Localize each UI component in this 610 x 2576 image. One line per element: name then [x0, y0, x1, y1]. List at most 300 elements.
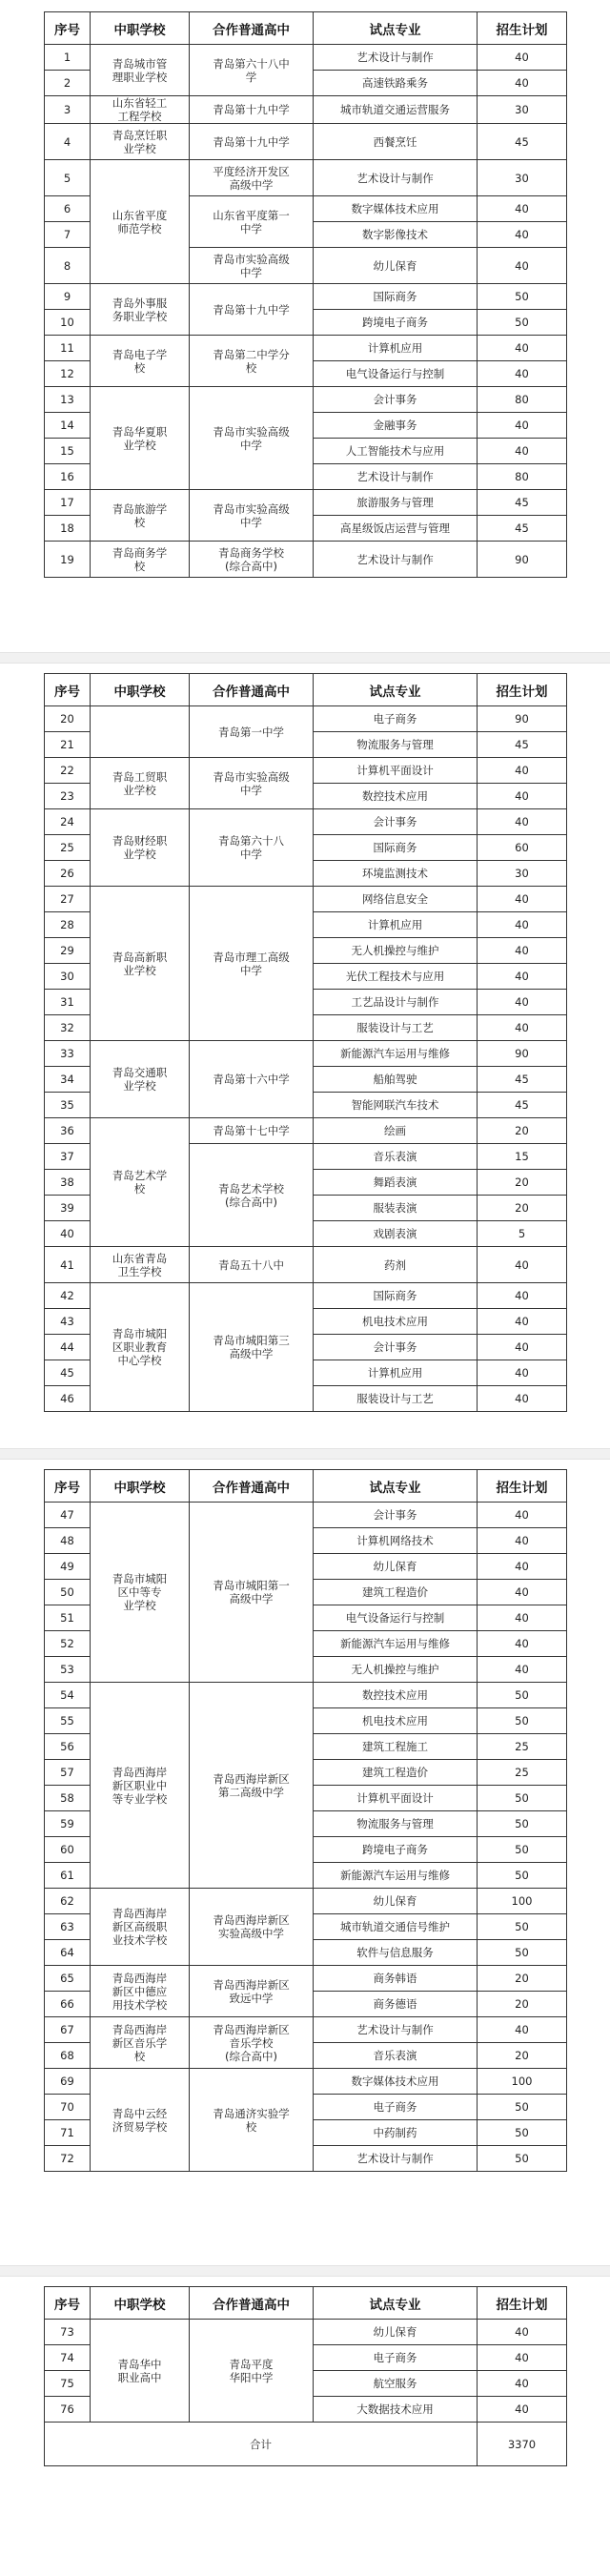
table-row	[45, 1503, 567, 1528]
enrollment-quota: 40	[478, 1283, 567, 1309]
pilot-major: 商务韩语	[314, 1966, 478, 1992]
pilot-major: 计算机平面设计	[314, 1786, 478, 1811]
row-number: 62	[45, 1889, 91, 1914]
row-number: 55	[45, 1708, 91, 1734]
table-row	[45, 1283, 567, 1309]
enrollment-quota: 40	[478, 413, 567, 439]
pilot-major: 数控技术应用	[314, 1683, 478, 1708]
pilot-major: 商务德语	[314, 1992, 478, 2017]
enrollment-quota: 40	[478, 1528, 567, 1554]
total-row	[45, 2423, 567, 2466]
pilot-major: 戏剧表演	[314, 1221, 478, 1247]
enrollment-quota: 40	[478, 2397, 567, 2423]
enrollment-quota: 40	[478, 990, 567, 1015]
total-value: 3370	[478, 2423, 567, 2466]
enrollment-quota: 20	[478, 1170, 567, 1196]
enrollment-quota: 20	[478, 2043, 567, 2069]
row-number: 66	[45, 1992, 91, 2017]
header-quota: 招生计划	[478, 2287, 567, 2320]
pilot-major: 物流服务与管理	[314, 732, 478, 758]
pilot-major: 国际商务	[314, 1283, 478, 1309]
row-number: 32	[45, 1015, 91, 1041]
row-number: 65	[45, 1966, 91, 1992]
enrollment-quota: 90	[478, 542, 567, 578]
enrollment-quota: 40	[478, 1503, 567, 1528]
row-number: 22	[45, 758, 91, 784]
pilot-major: 环境监测技术	[314, 861, 478, 887]
school-name: 青岛烹饪职 业学校	[91, 124, 190, 160]
enrollment-quota: 30	[478, 861, 567, 887]
row-number: 68	[45, 2043, 91, 2069]
pilot-major: 绘画	[314, 1118, 478, 1144]
partner-school: 青岛市城阳第一 高级中学	[190, 1503, 314, 1683]
pilot-major: 会计事务	[314, 809, 478, 835]
row-number: 61	[45, 1863, 91, 1889]
pilot-major: 艺术设计与制作	[314, 542, 478, 578]
table-row	[45, 1041, 567, 1067]
row-number: 9	[45, 284, 91, 310]
pilot-major: 艺术设计与制作	[314, 2017, 478, 2043]
header-major: 试点专业	[314, 2287, 478, 2320]
enrollment-quota: 20	[478, 1992, 567, 2017]
pilot-major: 旅游服务与管理	[314, 490, 478, 516]
pilot-major: 工艺品设计与制作	[314, 990, 478, 1015]
enrollment-table	[44, 2286, 567, 2466]
partner-school: 青岛西海岸新区 第二高级中学	[190, 1683, 314, 1889]
row-number: 21	[45, 732, 91, 758]
pilot-major: 智能网联汽车技术	[314, 1093, 478, 1118]
enrollment-quota: 90	[478, 706, 567, 732]
enrollment-quota: 40	[478, 2320, 567, 2345]
enrollment-quota: 40	[478, 964, 567, 990]
pilot-major: 数控技术应用	[314, 784, 478, 809]
pilot-major: 无人机操控与维护	[314, 938, 478, 964]
row-number: 43	[45, 1309, 91, 1335]
enrollment-quota: 45	[478, 124, 567, 160]
enrollment-quota: 40	[478, 2371, 567, 2397]
header-quota: 招生计划	[478, 674, 567, 706]
school-name: 青岛高新职 业学校	[91, 887, 190, 1041]
pilot-major: 药剂	[314, 1247, 478, 1283]
row-number: 19	[45, 542, 91, 578]
school-name: 青岛华中 职业高中	[91, 2320, 190, 2423]
table-row	[45, 2069, 567, 2095]
table-row	[45, 542, 567, 578]
partner-school: 青岛第六十八 中学	[190, 809, 314, 887]
school-name: 青岛西海岸 新区中德应 用技术学校	[91, 1966, 190, 2017]
enrollment-quota: 40	[478, 1631, 567, 1657]
pilot-major: 艺术设计与制作	[314, 160, 478, 196]
table-row	[45, 387, 567, 413]
enrollment-table	[44, 11, 567, 578]
header-quota: 招生计划	[478, 12, 567, 45]
row-number: 29	[45, 938, 91, 964]
partner-school: 山东省平度第一 中学	[190, 196, 314, 248]
school-name: 青岛市城阳 区职业教育 中心学校	[91, 1283, 190, 1412]
row-number: 56	[45, 1734, 91, 1760]
partner-school: 青岛商务学校 (综合高中)	[190, 542, 314, 578]
school-name: 青岛旅游学 校	[91, 490, 190, 542]
pilot-major: 无人机操控与维护	[314, 1657, 478, 1683]
enrollment-quota: 45	[478, 516, 567, 542]
enrollment-quota: 45	[478, 1067, 567, 1093]
enrollment-quota: 50	[478, 1708, 567, 1734]
enrollment-quota: 40	[478, 1554, 567, 1580]
enrollment-quota: 40	[478, 2345, 567, 2371]
enrollment-quota: 40	[478, 71, 567, 96]
pilot-major: 机电技术应用	[314, 1708, 478, 1734]
pilot-major: 服装设计与工艺	[314, 1386, 478, 1412]
school-name: 山东省轻工 工程学校	[91, 96, 190, 124]
row-number: 73	[45, 2320, 91, 2345]
school-name: 青岛西海岸 新区职业中 等专业学校	[91, 1683, 190, 1889]
row-number: 20	[45, 706, 91, 732]
row-number: 53	[45, 1657, 91, 1683]
enrollment-quota: 50	[478, 1940, 567, 1966]
row-number: 63	[45, 1914, 91, 1940]
pilot-major: 大数据技术应用	[314, 2397, 478, 2423]
pilot-major: 新能源汽车运用与维修	[314, 1863, 478, 1889]
school-name: 青岛交通职 业学校	[91, 1041, 190, 1118]
table-block-1	[44, 11, 566, 578]
pilot-major: 计算机平面设计	[314, 758, 478, 784]
enrollment-quota: 50	[478, 2146, 567, 2172]
row-number: 8	[45, 248, 91, 284]
table-row	[45, 706, 567, 732]
enrollment-quota: 40	[478, 361, 567, 387]
enrollment-quota: 90	[478, 1041, 567, 1067]
school-name: 青岛西海岸 新区音乐学 校	[91, 2017, 190, 2069]
enrollment-quota: 40	[478, 196, 567, 222]
enrollment-quota: 45	[478, 1093, 567, 1118]
partner-school: 青岛第十六中学	[190, 1041, 314, 1118]
pilot-major: 建筑工程造价	[314, 1580, 478, 1605]
enrollment-quota: 45	[478, 732, 567, 758]
enrollment-quota: 40	[478, 887, 567, 912]
row-number: 27	[45, 887, 91, 912]
pilot-major: 幼儿保育	[314, 248, 478, 284]
partner-school: 青岛通济实验学 校	[190, 2069, 314, 2172]
enrollment-quota: 20	[478, 1118, 567, 1144]
pilot-major: 艺术设计与制作	[314, 45, 478, 71]
row-number: 76	[45, 2397, 91, 2423]
row-number: 72	[45, 2146, 91, 2172]
pilot-major: 高速铁路乘务	[314, 71, 478, 96]
row-number: 37	[45, 1144, 91, 1170]
pilot-major: 音乐表演	[314, 1144, 478, 1170]
page-separator	[0, 652, 610, 664]
pilot-major: 电子商务	[314, 2095, 478, 2120]
pilot-major: 新能源汽车运用与维修	[314, 1631, 478, 1657]
row-number: 16	[45, 464, 91, 490]
enrollment-quota: 50	[478, 2095, 567, 2120]
enrollment-quota: 20	[478, 1966, 567, 1992]
school-name	[91, 706, 190, 758]
total-label: 合计	[45, 2423, 478, 2466]
pilot-major: 人工智能技术与应用	[314, 439, 478, 464]
partner-school: 青岛第二中学分 校	[190, 336, 314, 387]
pilot-major: 光伏工程技术与应用	[314, 964, 478, 990]
table-row	[45, 2017, 567, 2043]
row-number: 25	[45, 835, 91, 861]
table-row	[45, 490, 567, 516]
partner-school: 青岛第十九中学	[190, 124, 314, 160]
enrollment-quota: 15	[478, 1144, 567, 1170]
enrollment-quota: 40	[478, 938, 567, 964]
row-number: 38	[45, 1170, 91, 1196]
partner-school: 青岛艺术学校 (综合高中)	[190, 1144, 314, 1247]
row-number: 1	[45, 45, 91, 71]
school-name: 青岛工贸职 业学校	[91, 758, 190, 809]
row-number: 34	[45, 1067, 91, 1093]
row-number: 59	[45, 1811, 91, 1837]
pilot-major: 计算机应用	[314, 1360, 478, 1386]
enrollment-quota: 40	[478, 248, 567, 284]
enrollment-quota: 40	[478, 222, 567, 248]
header-no: 序号	[45, 1470, 91, 1503]
enrollment-quota: 50	[478, 1786, 567, 1811]
enrollment-quota: 40	[478, 1015, 567, 1041]
row-number: 52	[45, 1631, 91, 1657]
header-no: 序号	[45, 2287, 91, 2320]
enrollment-quota: 40	[478, 45, 567, 71]
partner-school: 青岛五十八中	[190, 1247, 314, 1283]
pilot-major: 音乐表演	[314, 2043, 478, 2069]
enrollment-quota: 25	[478, 1734, 567, 1760]
enrollment-quota: 20	[478, 1196, 567, 1221]
row-number: 67	[45, 2017, 91, 2043]
pilot-major: 电子商务	[314, 2345, 478, 2371]
row-number: 17	[45, 490, 91, 516]
enrollment-quota: 40	[478, 758, 567, 784]
pilot-major: 会计事务	[314, 1335, 478, 1360]
enrollment-quota: 80	[478, 464, 567, 490]
header-no: 序号	[45, 12, 91, 45]
pilot-major: 计算机网络技术	[314, 1528, 478, 1554]
pilot-major: 船舶驾驶	[314, 1067, 478, 1093]
partner-school: 青岛第十九中学	[190, 284, 314, 336]
table-row	[45, 160, 567, 196]
row-number: 70	[45, 2095, 91, 2120]
enrollment-quota: 40	[478, 1386, 567, 1412]
pilot-major: 中药制药	[314, 2120, 478, 2146]
header-major: 试点专业	[314, 12, 478, 45]
enrollment-quota: 40	[478, 336, 567, 361]
partner-school: 青岛第一中学	[190, 706, 314, 758]
header-partner: 合作普通高中	[190, 2287, 314, 2320]
enrollment-quota: 40	[478, 1657, 567, 1683]
partner-school: 青岛市实验高级 中学	[190, 490, 314, 542]
partner-school: 青岛第十七中学	[190, 1118, 314, 1144]
row-number: 57	[45, 1760, 91, 1786]
table-block-3	[44, 1469, 566, 2172]
row-number: 41	[45, 1247, 91, 1283]
header-partner: 合作普通高中	[190, 1470, 314, 1503]
row-number: 30	[45, 964, 91, 990]
pilot-major: 数字影像技术	[314, 222, 478, 248]
school-name: 青岛城市管 理职业学校	[91, 45, 190, 96]
school-name: 山东省青岛 卫生学校	[91, 1247, 190, 1283]
table-row	[45, 1118, 567, 1144]
partner-school: 青岛第十九中学	[190, 96, 314, 124]
pilot-major: 电气设备运行与控制	[314, 361, 478, 387]
header-no: 序号	[45, 674, 91, 706]
partner-school: 青岛西海岸新区 音乐学校 (综合高中)	[190, 2017, 314, 2069]
table-row	[45, 336, 567, 361]
enrollment-quota: 50	[478, 2120, 567, 2146]
row-number: 3	[45, 96, 91, 124]
school-name: 青岛财经职 业学校	[91, 809, 190, 887]
pilot-major: 会计事务	[314, 1503, 478, 1528]
header-school: 中职学校	[91, 2287, 190, 2320]
enrollment-quota: 45	[478, 490, 567, 516]
row-number: 71	[45, 2120, 91, 2146]
row-number: 24	[45, 809, 91, 835]
row-number: 7	[45, 222, 91, 248]
school-name: 青岛商务学 校	[91, 542, 190, 578]
table-row	[45, 96, 567, 124]
row-number: 4	[45, 124, 91, 160]
page-separator	[0, 1448, 610, 1460]
school-name: 青岛中云经 济贸易学校	[91, 2069, 190, 2172]
partner-school: 青岛西海岸新区 致远中学	[190, 1966, 314, 2017]
row-number: 47	[45, 1503, 91, 1528]
enrollment-table	[44, 673, 567, 1412]
row-number: 13	[45, 387, 91, 413]
pilot-major: 软件与信息服务	[314, 1940, 478, 1966]
row-number: 42	[45, 1283, 91, 1309]
row-number: 2	[45, 71, 91, 96]
enrollment-quota: 50	[478, 1914, 567, 1940]
row-number: 10	[45, 310, 91, 336]
row-number: 60	[45, 1837, 91, 1863]
enrollment-quota: 40	[478, 1309, 567, 1335]
header-quota: 招生计划	[478, 1470, 567, 1503]
pilot-major: 艺术设计与制作	[314, 2146, 478, 2172]
enrollment-quota: 60	[478, 835, 567, 861]
pilot-major: 跨境电子商务	[314, 1837, 478, 1863]
partner-school: 青岛西海岸新区 实验高级中学	[190, 1889, 314, 1966]
table-row	[45, 758, 567, 784]
enrollment-quota: 30	[478, 96, 567, 124]
row-number: 51	[45, 1605, 91, 1631]
enrollment-quota: 40	[478, 784, 567, 809]
enrollment-quota: 50	[478, 1811, 567, 1837]
pilot-major: 高星级饭店运营与管理	[314, 516, 478, 542]
pilot-major: 金融事务	[314, 413, 478, 439]
table-row	[45, 1247, 567, 1283]
partner-school: 青岛市理工高级 中学	[190, 887, 314, 1041]
pilot-major: 物流服务与管理	[314, 1811, 478, 1837]
row-number: 46	[45, 1386, 91, 1412]
pilot-major: 幼儿保育	[314, 1889, 478, 1914]
partner-school: 青岛市实验高级 中学	[190, 758, 314, 809]
pilot-major: 机电技术应用	[314, 1309, 478, 1335]
pilot-major: 建筑工程施工	[314, 1734, 478, 1760]
row-number: 28	[45, 912, 91, 938]
row-number: 18	[45, 516, 91, 542]
header-major: 试点专业	[314, 674, 478, 706]
pilot-major: 服装表演	[314, 1196, 478, 1221]
row-number: 74	[45, 2345, 91, 2371]
pilot-major: 新能源汽车运用与维修	[314, 1041, 478, 1067]
pilot-major: 跨境电子商务	[314, 310, 478, 336]
row-number: 50	[45, 1580, 91, 1605]
pilot-major: 国际商务	[314, 835, 478, 861]
enrollment-quota: 80	[478, 387, 567, 413]
row-number: 23	[45, 784, 91, 809]
pilot-major: 服装设计与工艺	[314, 1015, 478, 1041]
enrollment-quota: 40	[478, 439, 567, 464]
pilot-major: 计算机应用	[314, 336, 478, 361]
school-name: 青岛外事服 务职业学校	[91, 284, 190, 336]
pilot-major: 计算机应用	[314, 912, 478, 938]
header-major: 试点专业	[314, 1470, 478, 1503]
table-block-4	[44, 2286, 566, 2466]
row-number: 44	[45, 1335, 91, 1360]
table-row	[45, 45, 567, 71]
table-row	[45, 124, 567, 160]
enrollment-quota: 40	[478, 912, 567, 938]
partner-school: 青岛第六十八中 学	[190, 45, 314, 96]
partner-school: 平度经济开发区 高级中学	[190, 160, 314, 196]
row-number: 54	[45, 1683, 91, 1708]
enrollment-quota: 40	[478, 1580, 567, 1605]
row-number: 64	[45, 1940, 91, 1966]
header-school: 中职学校	[91, 12, 190, 45]
enrollment-quota: 40	[478, 2017, 567, 2043]
row-number: 69	[45, 2069, 91, 2095]
row-number: 11	[45, 336, 91, 361]
enrollment-quota: 100	[478, 1889, 567, 1914]
enrollment-quota: 40	[478, 809, 567, 835]
partner-school: 青岛市实验高级 中学	[190, 387, 314, 490]
header-partner: 合作普通高中	[190, 674, 314, 706]
enrollment-quota: 50	[478, 310, 567, 336]
pilot-major: 航空服务	[314, 2371, 478, 2397]
enrollment-quota: 5	[478, 1221, 567, 1247]
pilot-major: 幼儿保育	[314, 1554, 478, 1580]
partner-school: 青岛市城阳第三 高级中学	[190, 1283, 314, 1412]
pilot-major: 国际商务	[314, 284, 478, 310]
pilot-major: 网络信息安全	[314, 887, 478, 912]
enrollment-quota: 40	[478, 1360, 567, 1386]
enrollment-quota: 40	[478, 1335, 567, 1360]
school-name: 青岛华夏职 业学校	[91, 387, 190, 490]
row-number: 39	[45, 1196, 91, 1221]
pilot-major: 城市轨道交通信号维护	[314, 1914, 478, 1940]
pilot-major: 建筑工程造价	[314, 1760, 478, 1786]
table-row	[45, 1683, 567, 1708]
row-number: 31	[45, 990, 91, 1015]
table-block-2	[44, 673, 566, 1412]
row-number: 48	[45, 1528, 91, 1554]
partner-school: 青岛平度 华阳中学	[190, 2320, 314, 2423]
pilot-major: 幼儿保育	[314, 2320, 478, 2345]
pilot-major: 电子商务	[314, 706, 478, 732]
partner-school: 青岛市实验高级 中学	[190, 248, 314, 284]
pilot-major: 电气设备运行与控制	[314, 1605, 478, 1631]
pilot-major: 城市轨道交通运营服务	[314, 96, 478, 124]
enrollment-quota: 100	[478, 2069, 567, 2095]
row-number: 58	[45, 1786, 91, 1811]
row-number: 40	[45, 1221, 91, 1247]
pilot-major: 艺术设计与制作	[314, 464, 478, 490]
enrollment-quota: 40	[478, 1247, 567, 1283]
enrollment-quota: 50	[478, 1683, 567, 1708]
enrollment-quota: 25	[478, 1760, 567, 1786]
table-row	[45, 284, 567, 310]
